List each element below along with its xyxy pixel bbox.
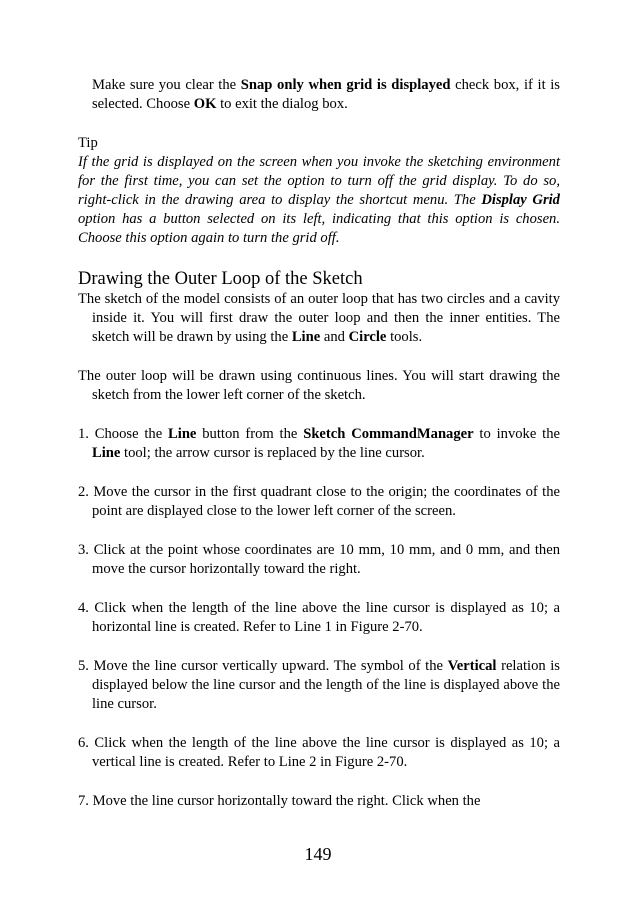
section-paragraph-1 (78, 290, 560, 347)
tip-text-2: option has a button selected on its left, indicating that this option is chosen. Choose this option again to turn the grid off. (78, 211, 560, 246)
intro-text-1: Make sure you clear the (92, 77, 241, 93)
step-5-text-1: 5. Move the line cursor vertically upward. The symbol of the (78, 658, 448, 674)
section-p1-text-1: The sketch of the model consists of an outer loop that has two circles and a cavity inside it. You will first draw the outer loop and then the inner entities. The sketch will be drawn by using the (78, 291, 560, 345)
step-6: 6. Click when the length of the line above the line cursor is displayed as 10; a vertical line is created. Refer to Line 2 in Figure 2-70. (78, 735, 560, 770)
sketch-commandmanager-name: Sketch CommandManager (303, 426, 474, 442)
ok-button-name: OK (193, 96, 217, 112)
display-grid-option: Display Grid (481, 192, 560, 208)
tip-label: Tip (78, 135, 98, 151)
step-7: 7. Move the line cursor horizontally toward the right. Click when the (78, 793, 481, 809)
step-4: 4. Click when the length of the line above the line cursor is displayed as 10; a horizontal line is created. Refer to Line 1 in Figure 2-70. (78, 600, 560, 635)
circle-tool-name: Circle (348, 329, 387, 345)
section-heading: Drawing the Outer Loop of the Sketch (78, 269, 363, 289)
intro-text-2: check box, if it is selected. Choose (92, 77, 560, 112)
page-content (78, 76, 560, 811)
step-1-text-4: tool; the arrow cursor is replaced by the line cursor. (120, 445, 425, 461)
vertical-relation-name: Vertical (447, 658, 497, 674)
tip-paragraph (78, 153, 560, 248)
step-1 (78, 425, 560, 463)
tip-text-1: If the grid is displayed on the screen when you invoke the sketching environment for the first time, you can set the option to turn off the grid display. To do so, right-click in the drawing area to display the shortcut menu. The (78, 154, 560, 208)
step-1-text-1: 1. Choose the (78, 426, 169, 442)
intro-text-3: to exit the dialog box. (216, 96, 348, 112)
step-5-text-2: relation is displayed below the line cursor and the length of the line is displayed above the line cursor. (92, 658, 560, 712)
section-paragraph-2: The outer loop will be drawn using continuous lines. You will start drawing the sketch from the lower left corner of the sketch. (78, 368, 560, 403)
intro-paragraph (78, 76, 560, 114)
section-p1-text-2: and (320, 329, 349, 345)
step-2: 2. Move the cursor in the first quadrant close to the origin; the coordinates of the point are displayed close to the lower left corner of the screen. (78, 484, 560, 519)
line-tool-name-2: Line (92, 445, 121, 461)
step-1-text-3: to invoke the (473, 426, 560, 442)
line-button-name: Line (168, 426, 197, 442)
step-1-text-2: button from the (196, 426, 304, 442)
page-number: 149 (304, 844, 332, 864)
section-p1-text-3: tools. (386, 329, 423, 345)
snap-option-name: Snap only when grid is displayed (240, 77, 451, 93)
line-tool-name: Line (291, 329, 321, 345)
step-5 (78, 657, 560, 714)
step-3: 3. Click at the point whose coordinates are 10 mm, 10 mm, and 0 mm, and then move the cursor horizontally toward the right. (78, 542, 560, 577)
